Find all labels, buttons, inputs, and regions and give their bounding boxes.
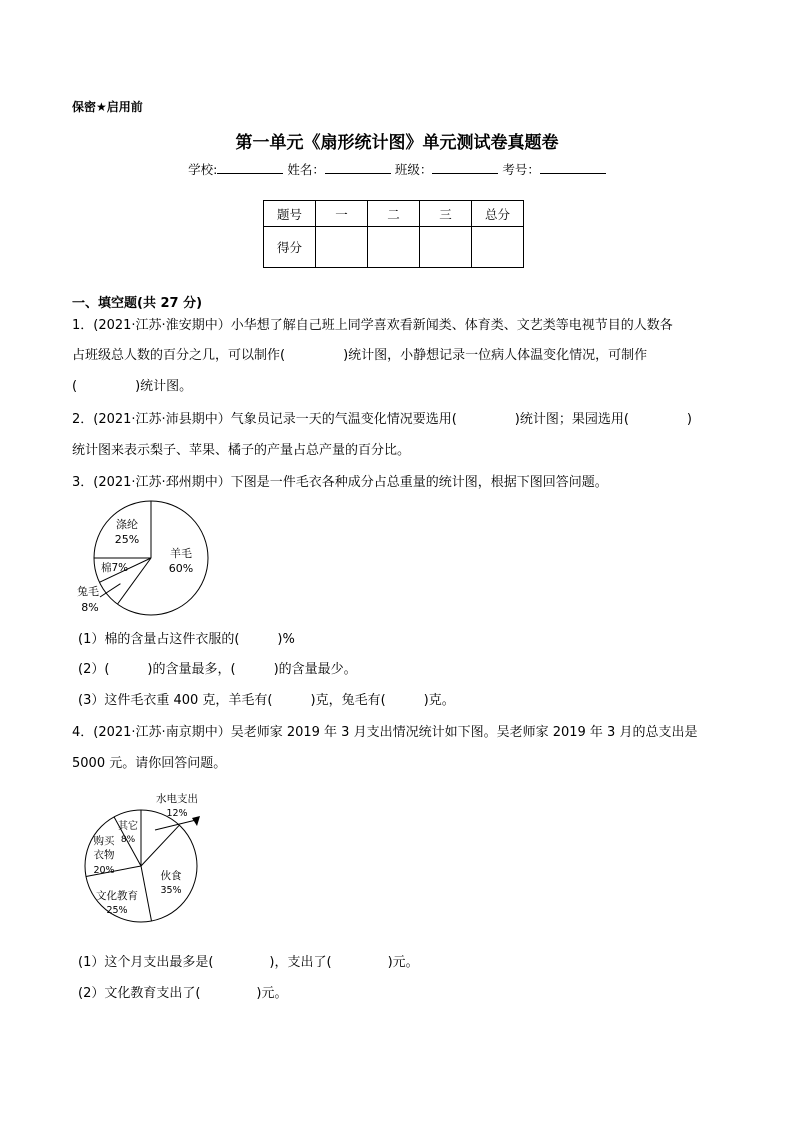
q4-sub1 — [78, 955, 419, 971]
slice-label-name: 伙食 — [160, 870, 182, 882]
q4-text: )元。 — [256, 986, 288, 1001]
q4-text: (2）文化教育支出了( — [78, 986, 201, 1001]
q3-text: )的含量最多，( — [147, 662, 236, 677]
slice-label-name: 文化教育 — [96, 890, 138, 902]
q2-text: )统计图；果园选用( — [514, 412, 629, 427]
slice-label-name: 其它 — [118, 821, 138, 832]
q3-text: (3）这件毛衣重 400 克，羊毛有( — [78, 693, 273, 708]
q3-text: (2）( — [78, 662, 110, 677]
q3-sub1 — [78, 632, 295, 648]
q1-text: 占班级总人数的百分之几，可以制作( — [72, 348, 286, 363]
slice-label-value: 20% — [93, 865, 115, 876]
q2-line2: 统计图来表示梨子、苹果、橘子的产量占总产量的百分比。 — [72, 443, 411, 458]
q2-text: 2．(2021·江苏·沛县期中）气象员记录一天的气温变化情况要选用( — [72, 412, 457, 427]
section-title: 一、填空题(共 27 分) — [72, 296, 203, 311]
slice-label-name: 衣物 — [93, 849, 115, 861]
q4-line1: 4．(2021·江苏·南京期中）吴老师家 2019 年 3 月支出情况统计如下图。吴老师家 2019 年 3 月的总支出是 — [72, 725, 698, 740]
slice-label-value: 8% — [81, 601, 99, 614]
slice-label-value: 25% — [114, 533, 140, 546]
score-header-cell: 二 — [368, 201, 420, 227]
q3-text: )的含量最少。 — [273, 662, 357, 677]
score-header-cell: 一 — [316, 201, 368, 227]
q3-text: )克，兔毛有( — [310, 693, 386, 708]
slice-label-value: 60% — [168, 562, 194, 575]
page-title: 第一单元《扇形统计图》单元测试卷真题卷 — [235, 133, 559, 153]
slice-label: 棉7% — [101, 562, 129, 574]
slice-label-name: 水电支出 — [156, 793, 198, 805]
q4-sub2 — [78, 986, 288, 1002]
q3-sub3 — [78, 693, 455, 709]
exam-no-label: 考号： — [502, 162, 540, 177]
q1-line1: 1．(2021·江苏·淮安期中）小华想了解自己班上同学喜欢看新闻类、体育类、文艺类等电视节目的人数各 — [72, 318, 673, 333]
name-label: 姓名： — [287, 162, 325, 177]
slice-label-name: 涤纶 — [116, 518, 138, 531]
q4-text: )元。 — [387, 955, 419, 970]
q1-text: )统计图。 — [135, 379, 193, 394]
q3-text: )% — [277, 632, 295, 647]
slice-label-value: 35% — [160, 885, 182, 896]
q4-line2: 5000 元。请你回答问题。 — [72, 756, 227, 771]
score-header-cell: 总分 — [472, 201, 524, 227]
score-header-cell: 三 — [420, 201, 472, 227]
slice-label-value: 8% — [120, 835, 136, 845]
slice-label-name: 羊毛 — [170, 547, 192, 560]
school-label: 学校: — [188, 162, 218, 177]
confidential-label: 保密★启用前 — [72, 100, 143, 114]
slice-label-name: 兔毛 — [77, 585, 99, 598]
q4-text: (1）这个月支出最多是( — [78, 955, 214, 970]
q1-text: ( — [72, 379, 78, 394]
q4-text: )，支出了( — [269, 955, 332, 970]
q3-line1: 3．(2021·江苏·邳州期中）下图是一件毛衣各种成分占总重量的统计图，根据下图回答问题。 — [72, 475, 608, 490]
q3-text: )克。 — [423, 693, 455, 708]
slice-label-value: 25% — [106, 905, 128, 916]
q1-text: )统计图，小静想记录一位病人体温变化情况，可制作 — [343, 348, 648, 363]
q2-text: ) — [686, 412, 692, 427]
slice-label-name: 购买 — [93, 835, 115, 847]
class-label: 班级： — [394, 162, 433, 177]
q3-sub2 — [78, 662, 357, 678]
slice-label-value: 12% — [166, 808, 188, 819]
q3-text: (1）棉的含量占这件衣服的( — [78, 632, 240, 647]
score-header-cell: 题号 — [264, 201, 316, 227]
score-row-label: 得分 — [264, 227, 316, 268]
